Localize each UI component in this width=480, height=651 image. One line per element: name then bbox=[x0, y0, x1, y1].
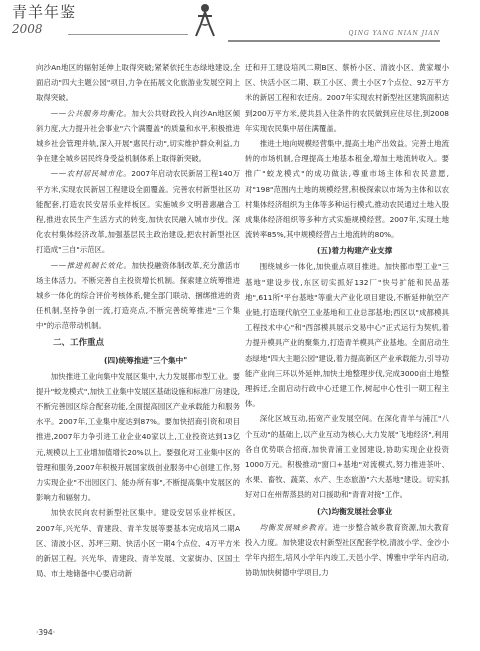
subsection-heading: (六)均衡发展社会事业 bbox=[316, 506, 393, 516]
paragraph: 加快农民向农村新型社区集中。建设安居乐业样板区。2007年,兴光华、青建段、青羊发展等要基本完成培风二期A区、清波小区、苏坪三期、快活小区一期4个点位、4万平方米的新居工程。兴光华、青建段、青羊发展、文家街办、区国土局、市土地储备中心要启动新 bbox=[36, 508, 240, 579]
paragraph: 迁和开工建设培风二期B区、蔡桥小区、清波小区、黄家堰小区、快活小区二期、联工小区、黄土小区7个点位、92万平方米的新居工程和农迁房。2007年实现农村新型社区建筑面积达到200万平方米,使共县入住条件的农民做到应住尽住,到2008年实现农民集中居住满覆盖。 bbox=[245, 63, 449, 133]
right-column bbox=[245, 60, 449, 581]
paragraph: 深化区域互动,拓宽产业发展空间。在深化青羊与浦江"八个互动"的基础上,以产业互动为核心,大力发展"飞地经济",利用各自优势联合招商,加快青浦工业园建设,协助实现企业投资1000万元。积极推动"窗口+基地"对流模式,努力推进茶叶、水果、畜牧、蔬菜、水产、生态旅游"六大基地"建设。切实抓好对口在州帮蒸县的对口援助和"青青对接"工作。 bbox=[245, 414, 449, 500]
paragraph: 向沙An地区的辐射延伸上取得突破;紧紧依托生态绿地建设,全面启动"四大主题公园"项目,力争在拓展文化旅游业发展空间上取得突破。 bbox=[36, 63, 240, 103]
paragraph-lead: ——农村居民城市化。 bbox=[50, 169, 132, 179]
yearbook-logo bbox=[10, 4, 180, 44]
paragraph bbox=[36, 166, 240, 257]
paragraph-lead: ——推进机制长效化。 bbox=[50, 260, 132, 270]
paragraph bbox=[36, 258, 240, 334]
paragraph: 加快推进工业向集中发展区集中,大力发展都市型工业。要提升"蛟龙模式",加快工业集中发展区基础设施和标准厂房建设,不断完善园区综合配套功能,全面提高园区产业承载能力和服务水平。2007年,工业集中度达到87%。要加快招商引资和项目推进,2007年力争引进工业企业40家以上,工业投资达到13亿元,规模以上工业增加值增长20%以上。要强化对工业集中区的管理和服务,2007年积极开展国家级创业服务中心创建工作,努力实现企业"不出园区门、能办所有事",不断提高集中发展区的影响力和辐射力。 bbox=[36, 371, 240, 503]
paragraph-lead: 均衡发展城乡教育。 bbox=[259, 522, 333, 532]
page-header bbox=[0, 0, 480, 48]
subsection-heading: (四)统筹推进"三个集中" bbox=[103, 355, 188, 365]
left-column bbox=[36, 60, 240, 582]
logo-year: 2008 bbox=[12, 22, 43, 36]
paragraph-text: 2007年启动农民新居工程140万平方米,实现农民新居工程建设全面覆盖。完善农村新型社区功能配套,打造农民安居乐业样板区。实施城乡文明普惠融合工程,推进农民生产生活方式的转变,加快农民融入城市步伐。深化农村集体经济改革,加强基层民主政治建设,把农村新型社区打造成"三自"示范区。 bbox=[36, 169, 240, 255]
paragraph-lead: ——公共服务均衡化。 bbox=[50, 108, 132, 118]
paragraph-text: 进一步整合城乡教育资源,加大教育投入力度。加快建设农村新型社区配套学校,清波小学、金沙小学年内招生,培风小学年内竣工,天邑小学、博雅中学年内启动,协助加快树德中学项目,力 bbox=[245, 522, 449, 578]
logo-title: 青羊年鉴 bbox=[12, 3, 77, 21]
running-title: QING YANG NIAN JIAN bbox=[348, 30, 440, 37]
paragraph bbox=[245, 520, 449, 581]
paragraph-text: 加大公共财政投入向沙An地区倾斜力度,大力提升社会事业"六个满覆盖"的质量和水平,积极推进城乡社会管理并轨,深入开展"惠民行动",切实维护群众利益,力争在建全城乡居民终身受益机制体系上取得新突破。 bbox=[36, 108, 240, 164]
paragraph: 围绕城乡一体化,加快重点项目推进。加快都市型工业"三基地"建设步伐,东区切实抓好132厂"快号扩能和民品基地",611所"平台基地"等重大产业化项目建设,不断延伸航空产业链,打造现代航空工业基地和工业总部基地;西区以"成都模具工程技术中心"和"西部模具展示交易中心"正式运行为契机,着力提升模具产业的聚集力,打造青羊模具产业基地。全面启动生态绿地"四大主题公园"建设,着力提高新区产业承载能力,引导功能产业向三环以外延伸,加快土地整理步伐,完成3000亩土地整理拆迁,全面启动行政中心迁建工作,树起中心性引一期工程主体。 bbox=[245, 262, 449, 409]
logo-rule bbox=[68, 34, 188, 35]
subsection-heading: (五)着力构建产业支撑 bbox=[316, 246, 393, 256]
paragraph-text: 加快投融资体制改革,充分激活市场主体活力。不断完善自主投资增长机制。探索建立统筹推进城乡一体化的综合评价考核体系,健全部门联动、捆绑推进的责任机制,坚持争创一流,打造亮点,不断完善统筹推进"三个集中"的示范带动机制。 bbox=[36, 260, 240, 331]
paragraph bbox=[36, 106, 240, 167]
header-rule bbox=[228, 40, 440, 42]
dancer-emblem-icon bbox=[190, 2, 220, 38]
section-heading: 二、工作重点 bbox=[53, 337, 105, 348]
paragraph: 推进土地向规模经营集中,提高土地产出效益。完善土地流转的市场机制,合理提高土地基本租金,增加土地流转收入。要推广"蛟龙模式"的成功做法,尊重市场主体和农民意愿,对"198"范围内土地的规模经营,积极探索以市场为主体和以农村集体经济组织为主体等多种运行模式,推动农民通过土地入股成集体经济组织等多种方式实施规模经营。2007年,实现土地流转率85%,其中规模经营占土地流转的80%。 bbox=[245, 139, 449, 240]
page-number: ·394· bbox=[36, 628, 56, 637]
